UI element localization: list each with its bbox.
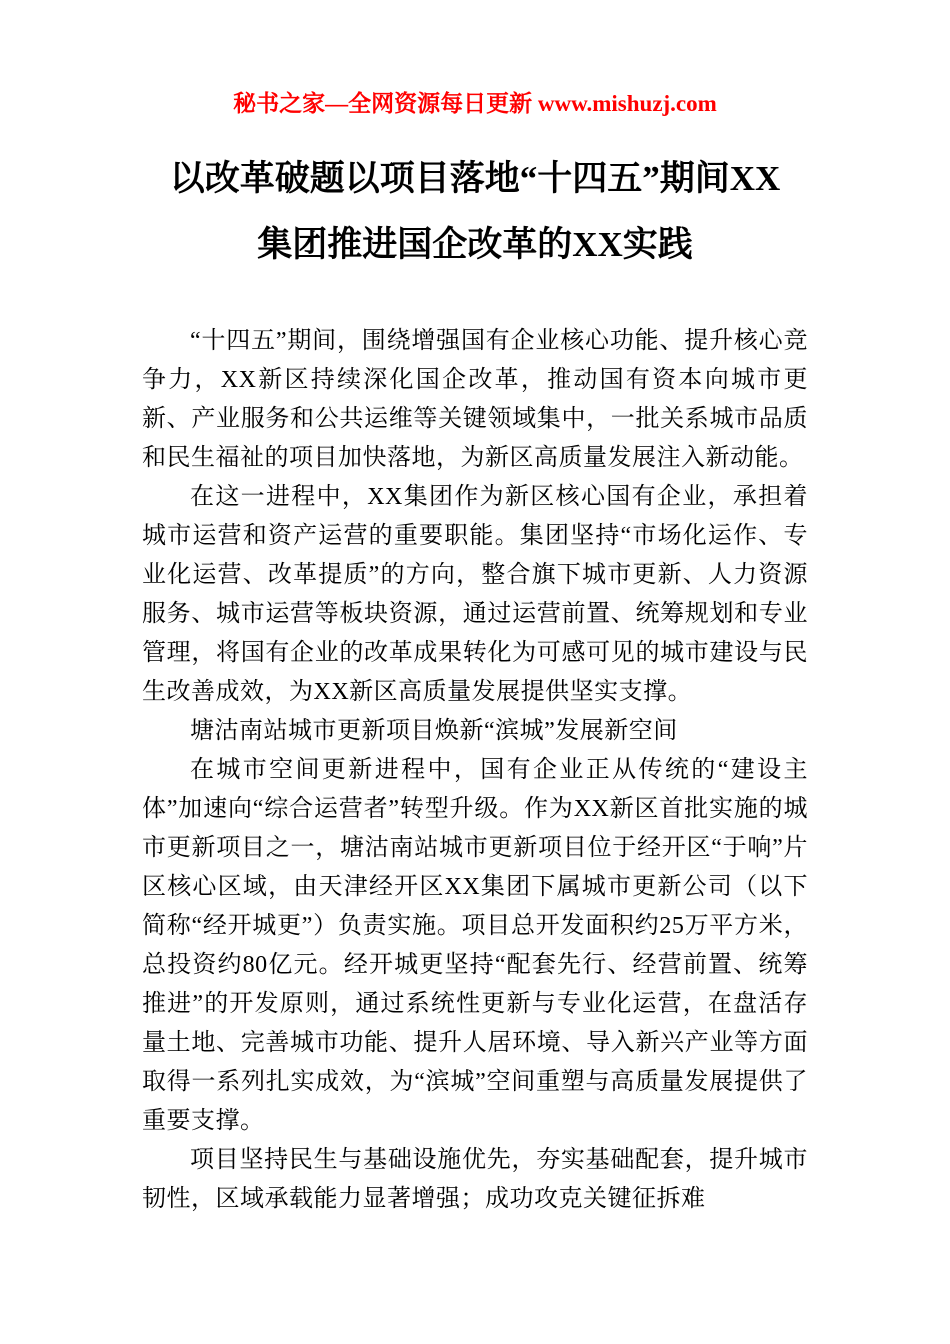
site-header (142, 85, 808, 118)
paragraph-4-truncated: 项目坚持民生与基础设施优先，夯实基础配套，提升城市韧性，区域承载能力显著增强；成功攻克关键征拆难 (142, 1147, 808, 1212)
document-title (142, 146, 808, 278)
paragraph-3: 在城市空间更新进程中，国有企业正从传统的“建设主体”加速向“综合运营者”转型升级。作为XX新区首批实施的城市更新项目之一，塘沽南站城市更新项目位于经开区“于响”片区核心区域，由天津经开区XX集团下属城市更新公司（以下简称“经开城更”）负责实施。项目总开发面积约25万平方米，总投资约80亿元。经开城更坚持“配套先行、经营前置、统筹推进”的开发原则，通过系统性更新与专业化运营，在盘活存量土地、完善城市功能、提升人居环境、导入新兴产业等方面取得一系列扎实成效，为“滨城”空间重塑与高质量发展提供了重要支撑。 (142, 757, 808, 1134)
document-title-line-1: 以改革破题以项目落地“十四五”期间XX (169, 159, 781, 198)
site-name: 秘书之家 (233, 91, 326, 116)
site-url-link[interactable]: www.mishuzj.com (537, 91, 717, 116)
site-tagline: —全网资源每日更新 (325, 91, 538, 116)
document-body (142, 322, 808, 1219)
section-heading: 塘沽南站城市更新项目焕新“滨城”发展新空间 (190, 718, 678, 744)
paragraph-2: 在这一进程中，XX集团作为新区核心国有企业，承担着城市运营和资产运营的重要职能。集团坚持“市场化运作、专业化运营、改革提质”的方向，整合旗下城市更新、人力资源服务、城市运营等板块资源，通过运营前置、统筹规划和专业管理，将国有企业的改革成果转化为可感可见的城市建设与民生改善成效，为XX新区高质量发展提供坚实支撑。 (142, 484, 808, 705)
paragraph-1: “十四五”期间，围绕增强国有企业核心功能、提升核心竞争力，XX新区持续深化国企改革，推动国有资本向城市更新、产业服务和公共运维等关键领域集中，一批关系城市品质和民生福祉的项目加快落地，为新区高质量发展注入新动能。 (142, 328, 808, 471)
document-title-line-2: 集团推进国企改革的XX实践 (257, 225, 693, 264)
